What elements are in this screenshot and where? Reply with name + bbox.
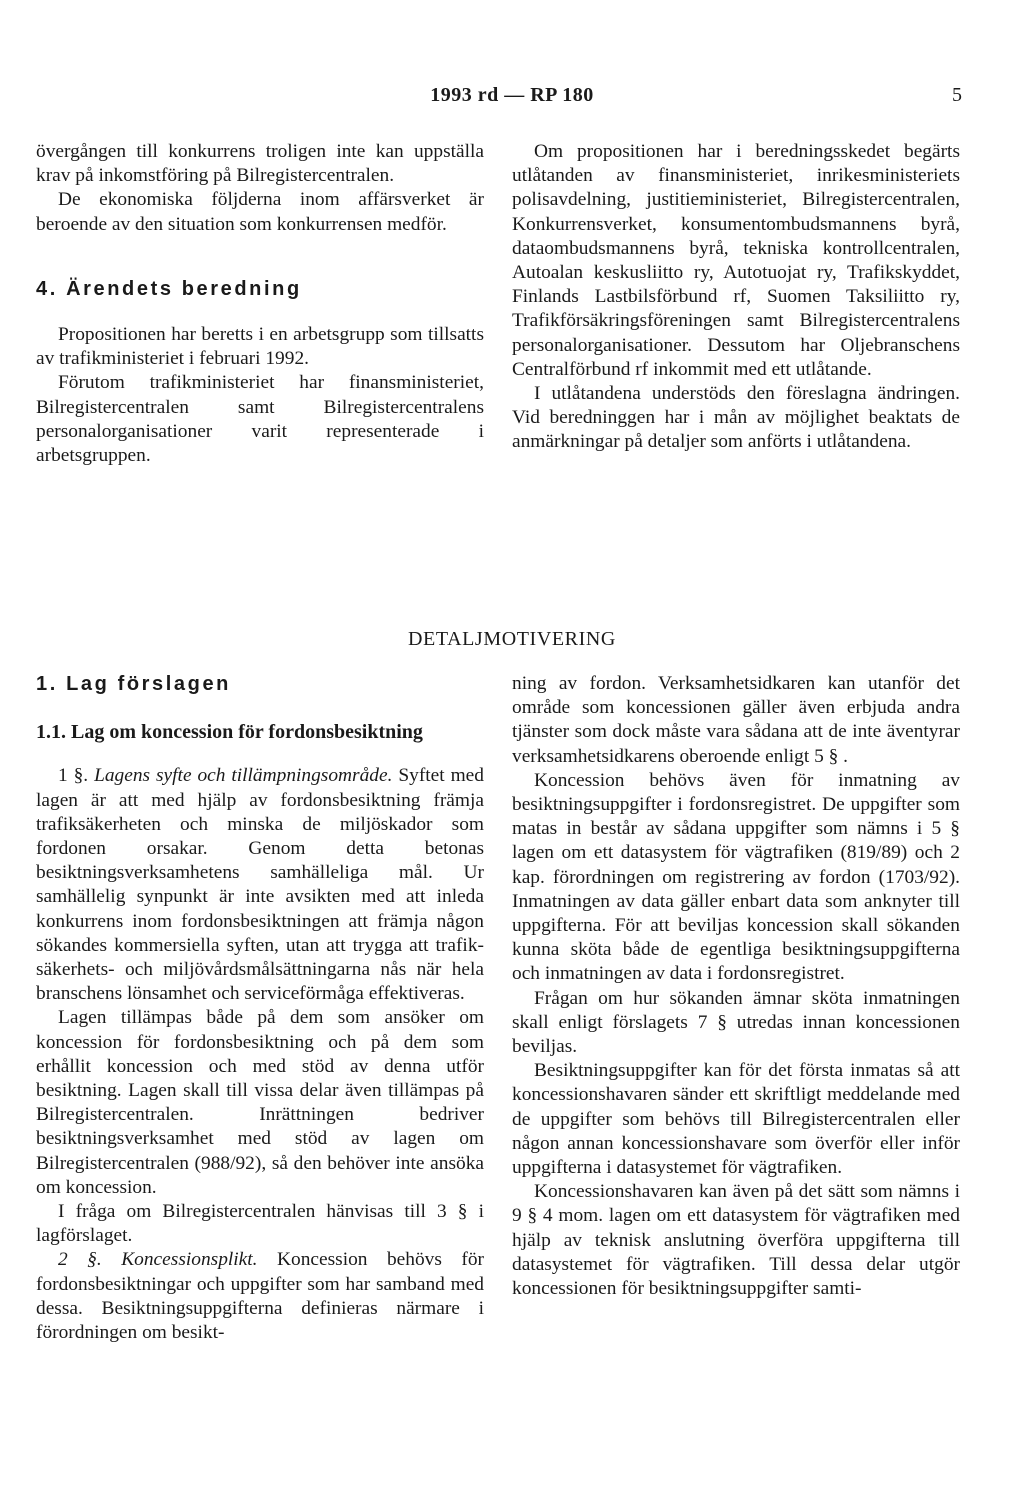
- upper-right-column: [512, 140, 960, 455]
- section-text: Koncession behövs för fordonsbesiktningar och uppgifter som har samband med dessa. Besiktningsuppgifterna definieras närmare i förordningen om besikt-: [36, 1249, 484, 1344]
- running-header: 1993 rd — RP 180: [430, 84, 594, 106]
- section-title: Ärendets beredning: [66, 277, 302, 300]
- paragraph: [36, 764, 484, 1006]
- section-mark: 2 §.: [58, 1249, 102, 1271]
- paragraph: Besiktningsuppgifter kan för det första inmatas så att koncessionshavaren sänder ett skriftligt meddelande med de uppgifter som behövs till Bilregistercentralen eller någon annan koncessionshavare som överför eller inför uppgifterna i datasystemet för vägtrafiken.: [512, 1060, 960, 1179]
- paragraph: övergången till konkurrens troligen inte kan uppställa krav på inkomstföring på Bilregistercentralen.: [36, 141, 484, 187]
- section-heading: [36, 277, 484, 301]
- paragraph: Koncessionshavaren kan även på det sätt som nämns i 9 § 4 mom. lagen om ett datasystem för vägtrafiken med hjälp av teknisk anslutning överföra uppgifterna till datasystemet för vägtrafiken. Till dessa delar utgör koncessionen för besiktningsuppgifter samti-: [512, 1181, 960, 1300]
- paragraph: Om propositionen har i beredningsskedet begärts utlåtanden av finansministeriet, inrikesministeriets polisavdelning, justitieministeriet, Bilregistercentralen, Konkurrensverket, konsumentombudsmannens byrå, dataombudsmannens byrå, tekniska kontrollcentralen, Autoalan keskusliitto ry, Autotuojat ry, Trafikskyddet, Finlands Lastbilsförbund rf, Suomen Taksiliitto ry, Trafikförsäkringsföreningen samt Bilregistercentralens personalorganisationer. Dessutom har Oljebranschens Centralförbund rf inkommit med ett utlåtande.: [512, 141, 960, 380]
- page-number: 5: [952, 84, 962, 106]
- paragraph: Lagen tillämpas både på dem som ansöker om koncession för fordonsbesiktning och på dem som erhållit koncession och med stöd av denna utför besiktning. Lagen skall till vissa delar även tillämpas på Bilregistercentralen. Inrättningen bedriver besiktningsverksamhet med stöd av lagen om Bilregistercentralen (988/92), så den behöver inte ansöka om koncession.: [36, 1007, 484, 1198]
- section-number: 4.: [36, 277, 58, 300]
- lower-right-column: [512, 672, 960, 1301]
- paragraph: Koncession behövs även för inmatning av besiktningsuppgifter i fordonsregistret. De uppgifter som matas in består av sådana uppgifter som nämns i 5 § lagen om ett datasystem för vägtrafiken (819/89) och 2 kap. förordningen om registrering av fordon (1703/92). Inmatningen av data gäller enbart data som anknyter till uppgifterna. För att beviljas koncession skall sökanden kunna sköta både de egentliga besiktningsuppgifterna och inmatningen av data i fordonsregistret.: [512, 769, 960, 985]
- section-heading: [36, 672, 484, 696]
- detail-heading: DETALJMOTIVERING: [408, 628, 616, 650]
- paragraph: Propositionen har beretts i en arbetsgrupp som tillsatts av trafikministeriet i februari 1992.: [36, 324, 484, 370]
- paragraph: Frågan om hur sökanden ämnar sköta inmatningen skall enligt förslagets 7 § utredas innan koncessionen beviljas.: [512, 987, 960, 1058]
- upper-left-column: [36, 140, 484, 468]
- paragraph: I utlåtandena understöds den föreslagna ändringen. Vid beredninggen har i mån av möjlighet beaktats de anmärkningar på detaljer som anförts i utlåtandena.: [512, 383, 960, 453]
- section-mark-title: Koncessionsplikt.: [121, 1249, 258, 1271]
- paragraph: [36, 1248, 484, 1345]
- subsection-heading: 1.1. Lag om koncession för fordonsbesiktning: [36, 721, 423, 744]
- section-text: Syftet med lagen är att med hjälp av fordonsbesiktning främja trafiksäkerheten och minska de miljöskador som fordonen orsakar. Genom detta betonas besiktningsverksamhetens samhälleliga mål. Ur samhällelig synpunkt är inte avsikten med att inleda konkurrens inom fordonsbesiktningen att främja någon sökandes kommersiella syften, utan att trygga att trafiksäkerhets- och miljövårdsmålsättningarna nås när hela branschens lönsamhet och serviceförmåga effektiveras.: [36, 765, 484, 1005]
- lower-left-column: [36, 672, 484, 1345]
- paragraph: ning av fordon. Verksamhetsidkaren kan utanför det område som koncessionen gäller även erbjuda andra tjänster som dock måste vara sådana att de inte äventyrar verksamhetsidkarens oberoende enligt 5 § .: [512, 673, 960, 767]
- section-mark-title: Lagens syfte och tillämpningsområde.: [94, 765, 393, 787]
- paragraph: De ekonomiska följderna inom affärsverket är beroende av den situation som konkurrensen medför.: [36, 189, 484, 235]
- paragraph: Förutom trafikministeriet har finansministeriet, Bilregistercentralen samt Bilregistercentralens personalorganisationer varit representerade i arbetsgruppen.: [36, 372, 484, 467]
- paragraph: I fråga om Bilregistercentralen hänvisas till 3 § i lagförslaget.: [36, 1201, 484, 1247]
- section-number: 1.: [36, 673, 58, 695]
- section-title: Lag förslagen: [66, 673, 231, 695]
- section-mark: 1 §.: [58, 765, 89, 787]
